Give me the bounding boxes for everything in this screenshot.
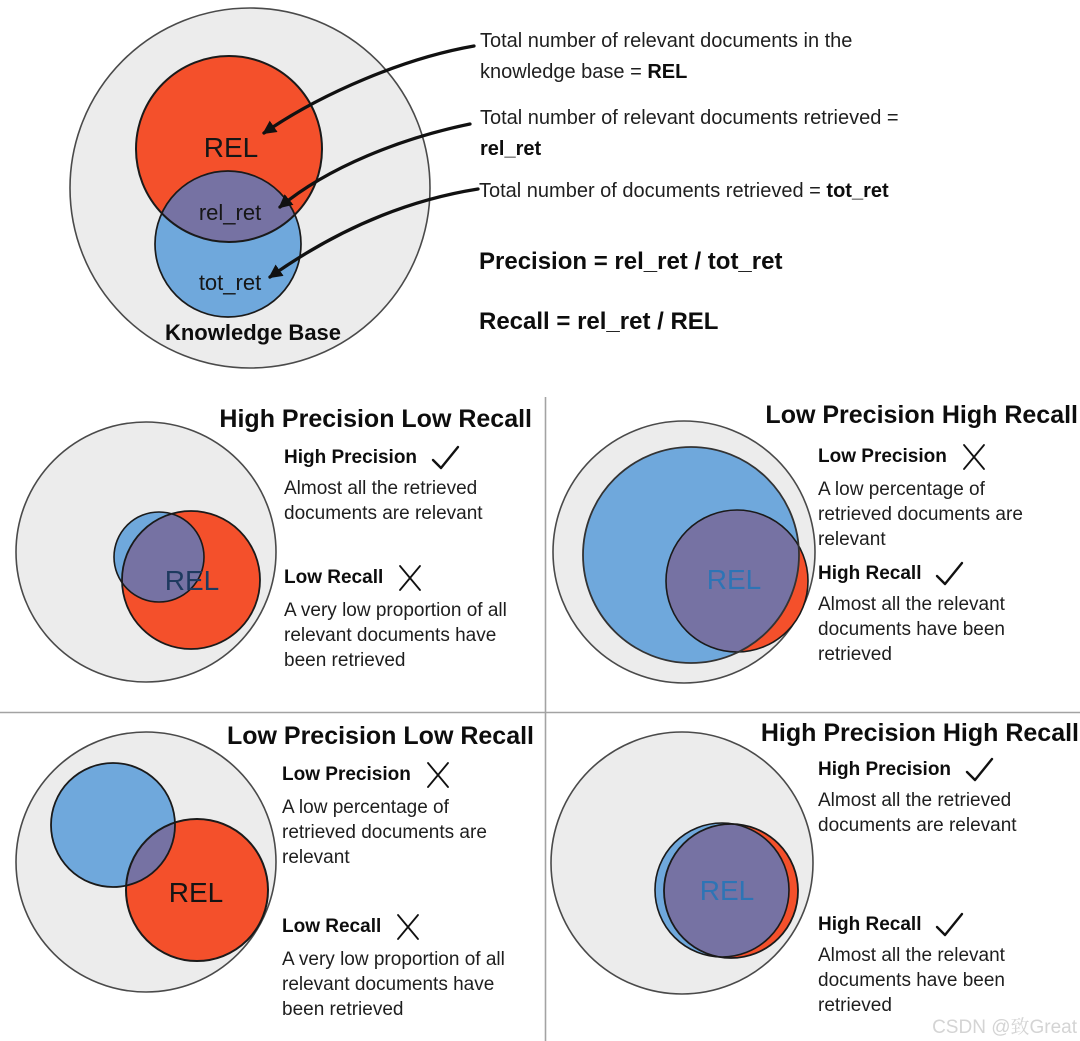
main-venn bbox=[70, 8, 430, 368]
q4-title: High Precision High Recall bbox=[760, 719, 1079, 747]
q2-precision-heading: Low Precision bbox=[818, 446, 947, 467]
q4-venn bbox=[551, 732, 813, 994]
q2-precision-block bbox=[818, 441, 1068, 552]
q4-precision-block bbox=[818, 756, 1068, 838]
watermark: CSDN @致Great bbox=[932, 1017, 1077, 1038]
q1-recall-heading: Low Recall bbox=[284, 567, 384, 588]
q1-precision-block bbox=[284, 444, 534, 526]
q4-recall-block bbox=[818, 911, 1068, 1018]
q3-precision-heading: Low Precision bbox=[282, 764, 411, 785]
q1-recall-body: A very low proportion of all relevant documents have been retrieved bbox=[284, 600, 507, 671]
q2-rel-label: REL bbox=[706, 564, 762, 595]
recall-formula: Recall = rel_ret / REL bbox=[479, 308, 719, 335]
q3-venn bbox=[16, 732, 276, 992]
q2-venn bbox=[553, 421, 815, 683]
cross-icon bbox=[394, 911, 422, 943]
annotation-rel bbox=[480, 26, 910, 88]
q2-recall-body: Almost all the relevant documents have been retrieved bbox=[818, 594, 1005, 665]
q3-title: Low Precision Low Recall bbox=[226, 722, 534, 750]
q1-precision-body: Almost all the retrieved documents are relevant bbox=[284, 478, 483, 524]
knowledge-base-label: Knowledge Base bbox=[164, 320, 342, 345]
q2-recall-block bbox=[818, 560, 1068, 667]
q3-rel-label: REL bbox=[168, 877, 224, 908]
q4-precision-heading: High Precision bbox=[818, 759, 952, 780]
q4-recall-heading: High Recall bbox=[818, 914, 922, 935]
annotation-tot-ret-text: Total number of documents retrieved = bbox=[479, 180, 827, 202]
main-tot-ret-label: tot_ret bbox=[198, 270, 262, 295]
cross-icon bbox=[396, 562, 424, 594]
main-rel-label: REL bbox=[203, 132, 259, 163]
annotation-rel-ret bbox=[480, 103, 910, 165]
q2-recall-heading: High Recall bbox=[818, 563, 922, 584]
cross-icon bbox=[960, 441, 988, 473]
q1-venn bbox=[16, 422, 276, 682]
annotation-rel-text: Total number of relevant documents in the knowledge base = bbox=[480, 30, 853, 83]
q1-precision-heading: High Precision bbox=[284, 447, 418, 468]
annotation-rel-ret-term: rel_ret bbox=[480, 138, 542, 160]
q4-precision-body: Almost all the retrieved documents are relevant bbox=[818, 790, 1017, 836]
check-icon bbox=[934, 911, 965, 939]
q1-rel-label: REL bbox=[164, 565, 220, 596]
check-icon bbox=[430, 444, 461, 472]
q3-recall-body: A very low proportion of all relevant documents have been retrieved bbox=[282, 949, 505, 1020]
q3-precision-body: A low percentage of retrieved documents are relevant bbox=[282, 797, 487, 868]
q4-rel-label: REL bbox=[699, 875, 755, 906]
annotation-rel-ret-text: Total number of relevant documents retrieved = bbox=[480, 107, 899, 129]
q3-recall-block bbox=[282, 911, 532, 1022]
check-icon bbox=[964, 756, 995, 784]
q3-recall-heading: Low Recall bbox=[282, 916, 382, 937]
cross-icon bbox=[424, 759, 452, 791]
q4-recall-body: Almost all the relevant documents have been retrieved bbox=[818, 945, 1005, 1016]
main-rel-ret-label: rel_ret bbox=[198, 200, 262, 225]
q3-precision-block bbox=[282, 759, 532, 870]
q2-precision-body: A low percentage of retrieved documents are relevant bbox=[818, 479, 1023, 550]
annotation-rel-term: REL bbox=[647, 61, 688, 83]
q1-recall-block bbox=[284, 562, 534, 673]
annotation-tot-ret-term: tot_ret bbox=[826, 180, 889, 202]
check-icon bbox=[934, 560, 965, 588]
q1-title: High Precision Low Recall bbox=[219, 405, 532, 433]
precision-formula: Precision = rel_ret / tot_ret bbox=[479, 248, 783, 275]
q2-title: Low Precision High Recall bbox=[765, 401, 1078, 429]
annotation-tot-ret bbox=[479, 176, 1039, 207]
